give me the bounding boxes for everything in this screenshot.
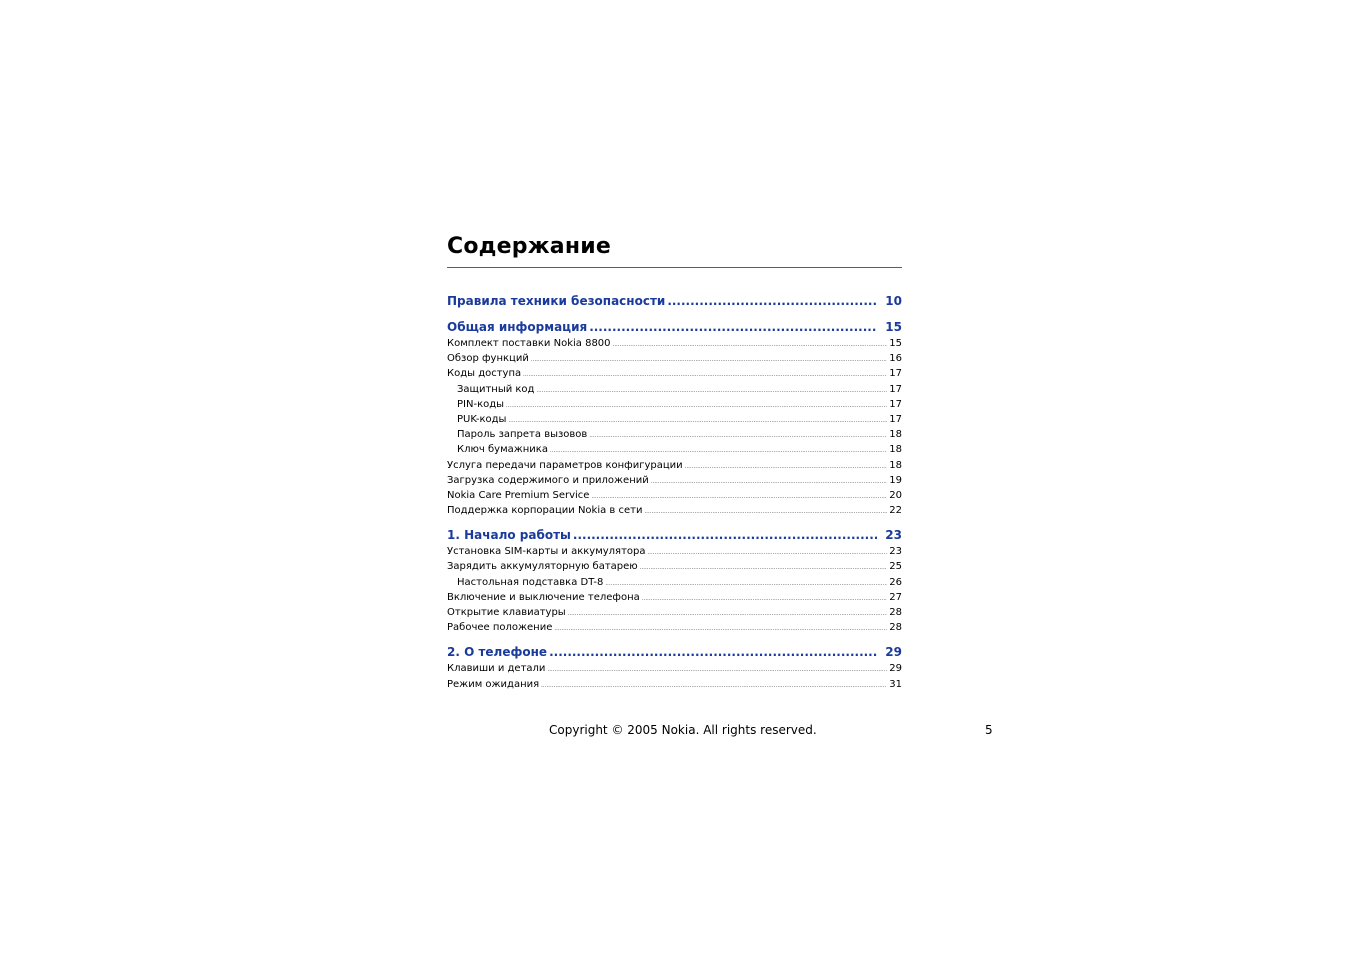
toc-entry-label: Поддержка корпорации Nokia в сети bbox=[447, 505, 643, 517]
toc-entry-label: Коды доступа bbox=[447, 368, 522, 380]
toc-entry-label: Комплект поставки Nokia 8800 bbox=[447, 338, 611, 349]
toc-entry-label: Пароль запрета вызовов bbox=[457, 429, 588, 441]
toc-entry[interactable] bbox=[447, 503, 902, 518]
toc-entry-page: 17 bbox=[889, 398, 902, 410]
toc-entry[interactable] bbox=[447, 412, 902, 427]
toc-dot-leader bbox=[573, 527, 877, 544]
toc-entry-page: 28 bbox=[889, 622, 902, 634]
toc-entry-label: Зарядить аккумуляторную батарею bbox=[447, 561, 638, 573]
toc-entry-page: 10 bbox=[885, 294, 902, 308]
toc-entry[interactable] bbox=[447, 458, 902, 473]
toc-entry-label: Установка SIM-карты и аккумулятора bbox=[447, 546, 646, 558]
toc-entry-page: 22 bbox=[889, 505, 902, 517]
toc-entry-label: Обзор функций bbox=[447, 353, 529, 365]
toc-entry-label: Включение и выключение телефона bbox=[447, 591, 640, 603]
toc-entry-page: 29 bbox=[885, 645, 902, 660]
title-divider bbox=[447, 267, 902, 268]
toc-dot-leader bbox=[541, 677, 887, 692]
toc-entry-page: 26 bbox=[889, 576, 902, 588]
toc-entry[interactable] bbox=[447, 427, 902, 442]
toc-entry[interactable] bbox=[447, 544, 902, 559]
toc-entry[interactable] bbox=[447, 559, 902, 574]
toc-entry[interactable] bbox=[447, 442, 902, 457]
toc-entry-page: 18 bbox=[889, 429, 902, 441]
toc-dot-leader bbox=[640, 559, 888, 574]
toc-dot-leader bbox=[605, 575, 887, 590]
toc-entry[interactable] bbox=[447, 677, 902, 692]
toc-dot-leader bbox=[554, 620, 887, 635]
toc-entry[interactable] bbox=[447, 590, 902, 605]
toc-entry[interactable] bbox=[447, 351, 902, 366]
toc-entry-page: 18 bbox=[889, 444, 902, 456]
toc-chapter-entry[interactable] bbox=[447, 527, 902, 544]
toc-entry-label: Услуга передачи параметров конфигурации bbox=[447, 459, 683, 471]
toc-entry-label: Рабочее положение bbox=[447, 622, 553, 634]
toc-entry-page: 19 bbox=[889, 474, 902, 486]
toc-entry-page: 17 bbox=[889, 383, 902, 395]
page-title: Содержание bbox=[447, 234, 611, 259]
toc-entry-page: 15 bbox=[889, 338, 902, 349]
toc-entry-page: 27 bbox=[889, 591, 902, 603]
toc-entry-label: Настольная подставка DT-8 bbox=[457, 576, 604, 588]
toc-entry-page: 17 bbox=[889, 413, 902, 425]
toc-entry-page: 23 bbox=[889, 546, 902, 558]
toc-entry-label: 2. О телефоне bbox=[447, 645, 548, 660]
toc-dot-leader bbox=[568, 605, 888, 620]
toc-dot-leader bbox=[549, 644, 877, 661]
toc-entry-label: PUK-коды bbox=[457, 413, 507, 425]
toc-dot-leader bbox=[508, 412, 887, 427]
toc-dot-leader bbox=[589, 319, 877, 336]
toc-entry-label: Ключ бумажника bbox=[457, 444, 548, 456]
toc-chapter-entry[interactable] bbox=[447, 319, 902, 336]
toc-entry-label: Nokia Care Premium Service bbox=[447, 489, 590, 501]
toc-dot-leader bbox=[613, 336, 888, 351]
toc-entry-label: Защитный код bbox=[457, 383, 535, 395]
footer-copyright: Copyright © 2005 Nokia. All rights reserved. bbox=[549, 723, 817, 737]
toc-entry-label: Загрузка содержимого и приложений bbox=[447, 474, 649, 486]
toc-dot-leader bbox=[547, 661, 887, 676]
toc-entry-label: Открытие клавиатуры bbox=[447, 607, 566, 618]
toc-entry[interactable] bbox=[447, 661, 902, 676]
toc-entry-page: 23 bbox=[885, 528, 902, 543]
toc-entry-page: 16 bbox=[889, 353, 902, 365]
toc-entry-label: Режим ожидания bbox=[447, 678, 540, 690]
toc-entry-page: 15 bbox=[885, 320, 902, 334]
toc-dot-leader bbox=[523, 366, 887, 381]
toc-entry[interactable] bbox=[447, 366, 902, 381]
toc-entry[interactable] bbox=[447, 620, 902, 635]
toc-entry[interactable] bbox=[447, 605, 902, 620]
toc-dot-leader bbox=[651, 473, 888, 488]
toc-dot-leader bbox=[550, 442, 887, 457]
toc-dot-leader bbox=[531, 351, 887, 366]
toc-dot-leader bbox=[589, 427, 887, 442]
toc-dot-leader bbox=[647, 544, 887, 559]
toc-chapter-entry[interactable] bbox=[447, 644, 902, 661]
toc-entry-label: 1. Начало работы bbox=[447, 528, 571, 543]
footer-page-number: 5 bbox=[985, 723, 993, 737]
toc-entry[interactable] bbox=[447, 336, 902, 351]
toc-chapter-entry[interactable] bbox=[447, 293, 902, 310]
toc-entry-page: 31 bbox=[889, 678, 902, 690]
toc-dot-leader bbox=[642, 590, 888, 605]
toc-entry[interactable] bbox=[447, 473, 902, 488]
toc-entry[interactable] bbox=[447, 488, 902, 503]
toc-entry-page: 25 bbox=[889, 561, 902, 573]
toc-entry-label: Общая информация bbox=[447, 320, 588, 334]
toc-dot-leader bbox=[667, 293, 877, 310]
toc-entry-page: 17 bbox=[889, 368, 902, 380]
toc-entry[interactable] bbox=[447, 575, 902, 590]
toc-entry-label: Правила техники безопасности bbox=[447, 294, 666, 308]
toc-entry-page: 29 bbox=[889, 663, 902, 675]
toc-entry[interactable] bbox=[447, 382, 902, 397]
toc-dot-leader bbox=[591, 488, 887, 503]
toc-dot-leader bbox=[506, 397, 887, 412]
toc-entry-page: 20 bbox=[889, 489, 902, 501]
toc-dot-leader bbox=[685, 458, 888, 473]
toc-dot-leader bbox=[536, 382, 887, 397]
toc-entry-page: 18 bbox=[889, 459, 902, 471]
toc-entry[interactable] bbox=[447, 397, 902, 412]
toc-entry-label: PIN-коды bbox=[457, 398, 505, 410]
toc-entry-label: Клавиши и детали bbox=[447, 663, 546, 675]
toc-dot-leader bbox=[644, 503, 887, 518]
table-of-contents bbox=[447, 293, 902, 692]
toc-entry-page: 28 bbox=[889, 607, 902, 618]
